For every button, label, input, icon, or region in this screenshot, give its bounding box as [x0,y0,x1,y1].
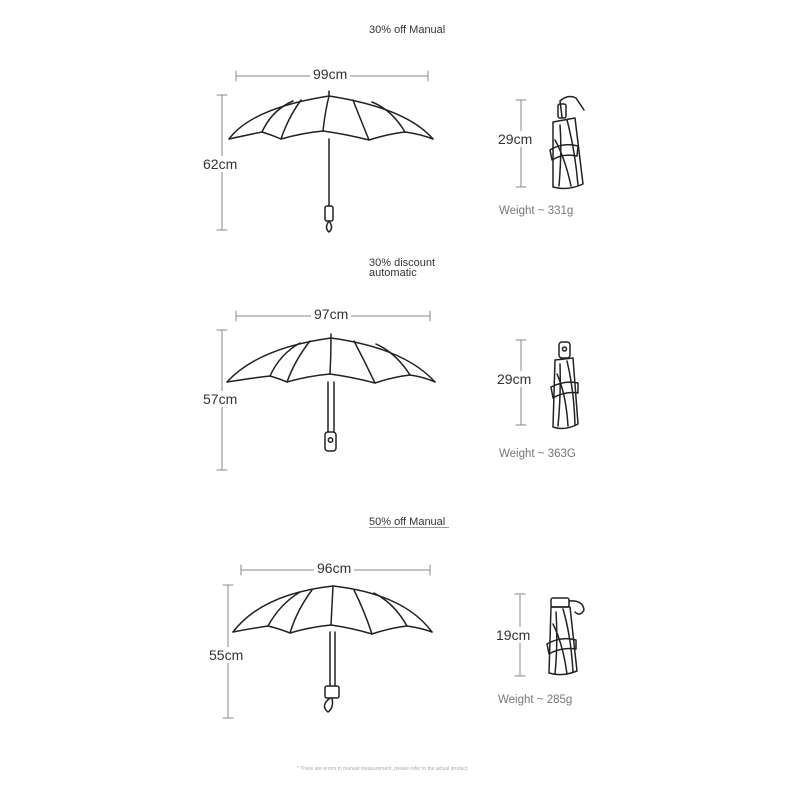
section-title-line: 30% discount [369,257,436,269]
folded-umbrella-icon [550,97,584,189]
open-width-label: 96cm [314,560,354,576]
open-umbrella-icon [227,334,435,451]
weight-label: Weight ~ 331g [499,205,574,217]
folded-umbrella-icon [547,598,584,675]
folded-length-label: 19cm [493,627,533,643]
open-height-label: 62cm [200,156,240,172]
footnote: * There are errors in manual measurement, please refer to the actual product [297,766,468,772]
open-height-label: 57cm [200,391,240,407]
section-title-2 [369,258,435,278]
open-width-label: 99cm [310,66,350,82]
folded-length-label: 29cm [494,371,534,387]
section-title-line: 50% off Manual [369,516,446,528]
section-title-1 [369,25,445,35]
open-width-label: 97cm [311,306,351,322]
open-umbrella-icon [229,91,433,232]
folded-umbrella-icon [551,342,578,428]
section-title-line: 30% off Manual [369,24,446,36]
open-height-label: 55cm [206,647,246,663]
weight-label: Weight ~ 285g [498,694,573,706]
section-title-3 [369,517,449,528]
folded-length-label: 29cm [495,131,535,147]
open-umbrella-icon [233,586,432,712]
weight-label: Weight ~ 363G [499,448,576,460]
section-title-line: automatic [369,267,417,279]
